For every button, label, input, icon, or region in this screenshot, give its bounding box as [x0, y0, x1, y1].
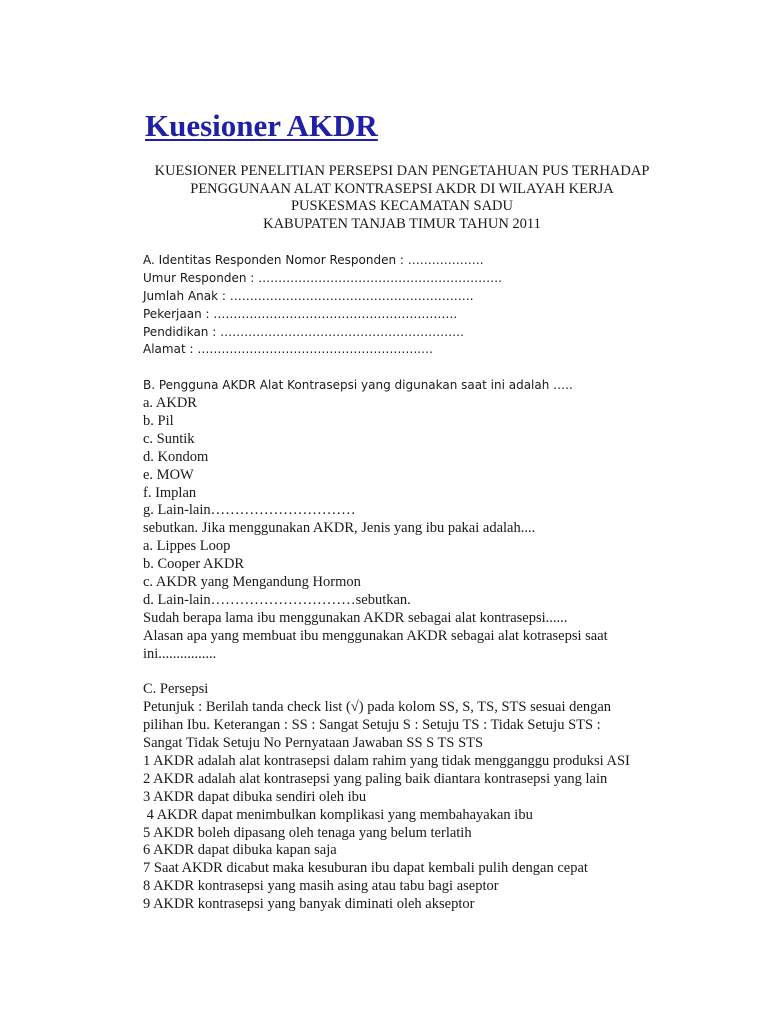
instruction-line: Sangat Tidak Setuju No Pernyataan Jawaban SS S TS STS: [143, 735, 484, 752]
akdr-type-question: sebutkan. Jika menggunakan AKDR, Jenis yang ibu pakai adalah....: [143, 520, 536, 537]
contraception-option: f. Implan: [143, 484, 197, 501]
statement-item: 2 AKDR adalah alat kontrasepsi yang paling baik diantara kontrasepsi yang lain: [143, 770, 608, 787]
statement-item: 9 AKDR kontrasepsi yang banyak diminati oleh akseptor: [143, 896, 475, 913]
statement-item: 5 AKDR boleh dipasang oleh tenaga yang belum terlatih: [143, 824, 472, 841]
heading-line: PUSKESMAS KECAMATAN SADU: [290, 198, 514, 214]
statement-item: 4 AKDR dapat menimbulkan komplikasi yang membahayakan ibu: [143, 806, 533, 823]
akdr-type-option: c. AKDR yang Mengandung Hormon: [143, 574, 361, 591]
questionnaire-heading: [140, 163, 664, 233]
section-b-intro: B. Pengguna AKDR Alat Kontrasepsi yang digunakan saat ini adalah …..: [143, 378, 573, 393]
statement-item: 7 Saat AKDR dicabut maka kesuburan ibu dapat kembali pulih dengan cepat: [143, 860, 588, 877]
duration-question: Sudah berapa lama ibu menggunakan AKDR sebagai alat kontrasepsi......: [143, 609, 568, 626]
contraception-option: g. Lain-lain…………………………: [143, 502, 356, 519]
contraception-option: b. Pil: [143, 413, 174, 430]
section-c-heading: C. Persepsi: [143, 681, 209, 698]
reason-question: Alasan apa yang membuat ibu menggunakan AKDR sebagai alat kotrasepsi saat: [143, 627, 608, 644]
identity-line: Alamat : ……………………………………………….….: [143, 342, 433, 357]
statement-item: 6 AKDR dapat dibuka kapan saja: [143, 842, 337, 859]
akdr-type-option: d. Lain-lain…………………………sebutkan.: [143, 591, 411, 608]
statement-item: 1 AKDR adalah alat kontrasepsi dalam rahim yang tidak mengganggu produksi ASI: [143, 752, 630, 769]
contraception-option: a. AKDR: [143, 395, 197, 412]
statement-item: 3 AKDR dapat dibuka sendiri oleh ibu: [143, 788, 367, 805]
contraception-option: c. Suntik: [143, 430, 195, 447]
contraception-option: e. MOW: [143, 466, 194, 483]
identity-line: Jumlah Anak : …………………………………………………….: [143, 288, 474, 303]
identity-line: A. Identitas Responden Nomor Responden : ……………….: [143, 253, 484, 267]
contraception-option: d. Kondom: [143, 448, 209, 465]
instruction-line: pilihan Ibu. Keterangan : SS : Sangat Setuju S : Setuju TS : Tidak Setuju STS :: [143, 717, 601, 734]
heading-line: KABUPATEN TANJAB TIMUR TAHUN 2011: [263, 215, 541, 232]
page-title[interactable]: Kuesioner AKDR: [145, 108, 378, 143]
identity-line: Pendidikan : …………………………………………………….: [143, 324, 464, 339]
identity-line: Pekerjaan : …………………………………………………….: [143, 306, 458, 321]
statement-item: 8 AKDR kontrasepsi yang masih asing atau tabu bagi aseptor: [143, 878, 499, 895]
akdr-type-option: a. Lippes Loop: [143, 538, 231, 555]
document-body: [143, 252, 703, 914]
akdr-type-option: b. Cooper AKDR: [143, 556, 245, 573]
identity-line: Umur Responden : …………………………………………………….: [143, 270, 502, 285]
heading-line: KUESIONER PENELITIAN PERSEPSI DAN PENGETAHUAN PUS TERHADAP: [154, 163, 650, 179]
reason-question-continued: ini................: [143, 645, 217, 662]
heading-line: PENGGUNAAN ALAT KONTRASEPSI AKDR DI WILAYAH KERJA: [190, 180, 614, 197]
instruction-line: Petunjuk : Berilah tanda check list (√) pada kolom SS, S, TS, STS sesuai dengan: [143, 699, 612, 716]
